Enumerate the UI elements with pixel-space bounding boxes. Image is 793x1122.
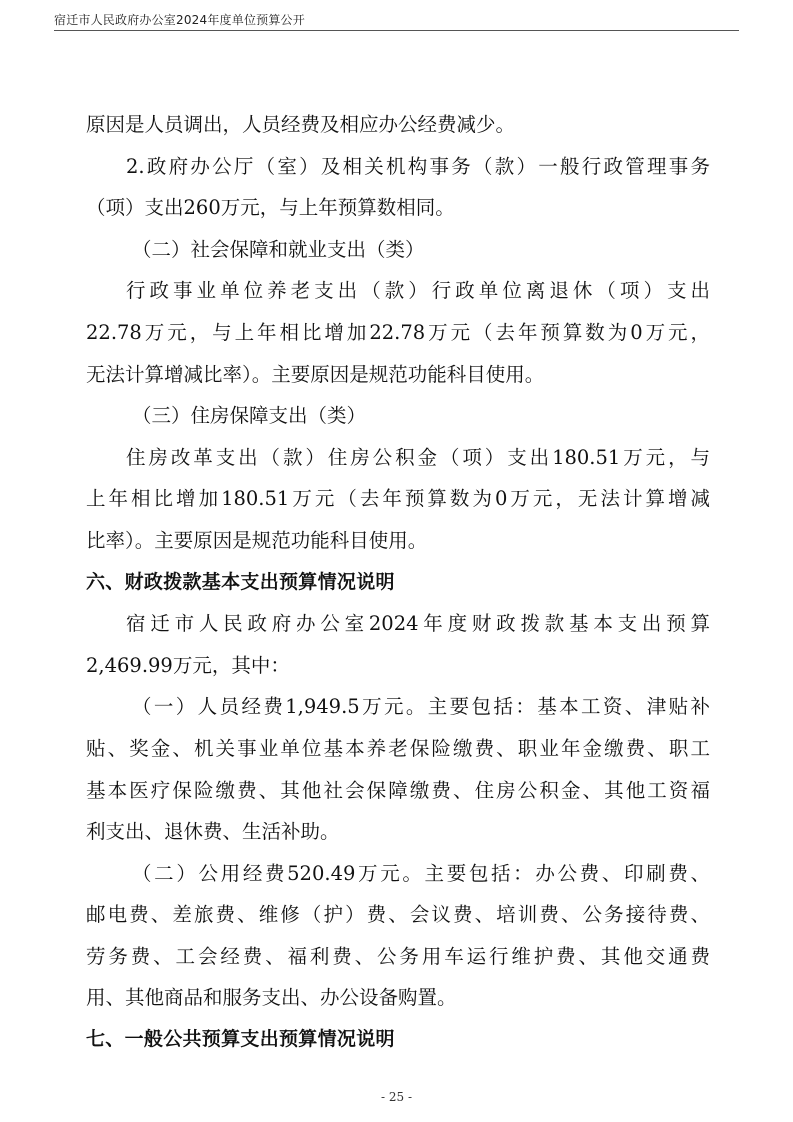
paragraph-line: 行政事业单位养老支出（款）行政单位离退休（项）支出: [126, 279, 710, 303]
paragraph-line: 劳务费、工会经费、福利费、公务用车运行维护费、其他交通费: [86, 944, 710, 968]
document-body: [86, 104, 710, 1061]
paragraph-line: 原因是人员调出，人员经费及相应办公经费减少。: [86, 113, 516, 136]
paragraph-line: 2,469.99万元，其中：: [86, 653, 290, 677]
paragraph-line: 用、其他商品和服务支出、办公设备购置。: [86, 986, 457, 1010]
paragraph-line: 无法计算增减比率）。主要原因是规范功能科目使用。: [86, 362, 545, 386]
section-subheading: （三）住房保障支出（类）: [132, 404, 367, 428]
paragraph-line: 22.78万元，与上年相比增加22.78万元（去年预算数为0万元，: [86, 320, 710, 344]
page-number: - 25 -: [380, 1090, 412, 1104]
paragraph-line: 住房改革支出（款）住房公积金（项）支出180.51万元，与: [126, 445, 710, 469]
paragraph-line: 利支出、退休费、生活补助。: [86, 820, 340, 844]
section-heading: 六、财政拨款基本支出预算情况说明: [86, 570, 395, 593]
paragraph-line: （项）支出260万元，与上年预算数相同。: [86, 196, 455, 220]
paragraph-line: （一）人员经费1,949.5万元。主要包括：基本工资、津贴补: [132, 695, 710, 719]
paragraph-line: 上年相比增加180.51万元（去年预算数为0万元，无法计算增减: [86, 487, 710, 511]
section-subheading: （二）社会保障和就业支出（类）: [132, 237, 425, 261]
paragraph-line: （二）公用经费520.49万元。主要包括：办公费、印刷费、: [132, 861, 710, 885]
paragraph-line: 基本医疗保险缴费、其他社会保障缴费、住房公积金、其他工资福: [86, 778, 710, 802]
paragraph-line: 2.政府办公厅（室）及相关机构事务（款）一般行政管理事务: [126, 154, 710, 178]
paragraph-line: 比率）。主要原因是规范功能科目使用。: [86, 528, 428, 552]
paragraph-line: 贴、奖金、机关事业单位基本养老保险缴费、职业年金缴费、职工: [86, 736, 710, 760]
section-heading: 七、一般公共预算支出预算情况说明: [86, 1028, 395, 1051]
paragraph-line: 邮电费、差旅费、维修（护）费、会议费、培训费、公务接待费、: [86, 903, 710, 927]
header-divider: [54, 30, 739, 31]
running-header-title: 宿迁市人民政府办公室2024年度单位预算公开: [54, 13, 305, 27]
paragraph-line: 宿迁市人民政府办公室2024年度财政拨款基本支出预算: [126, 612, 710, 636]
